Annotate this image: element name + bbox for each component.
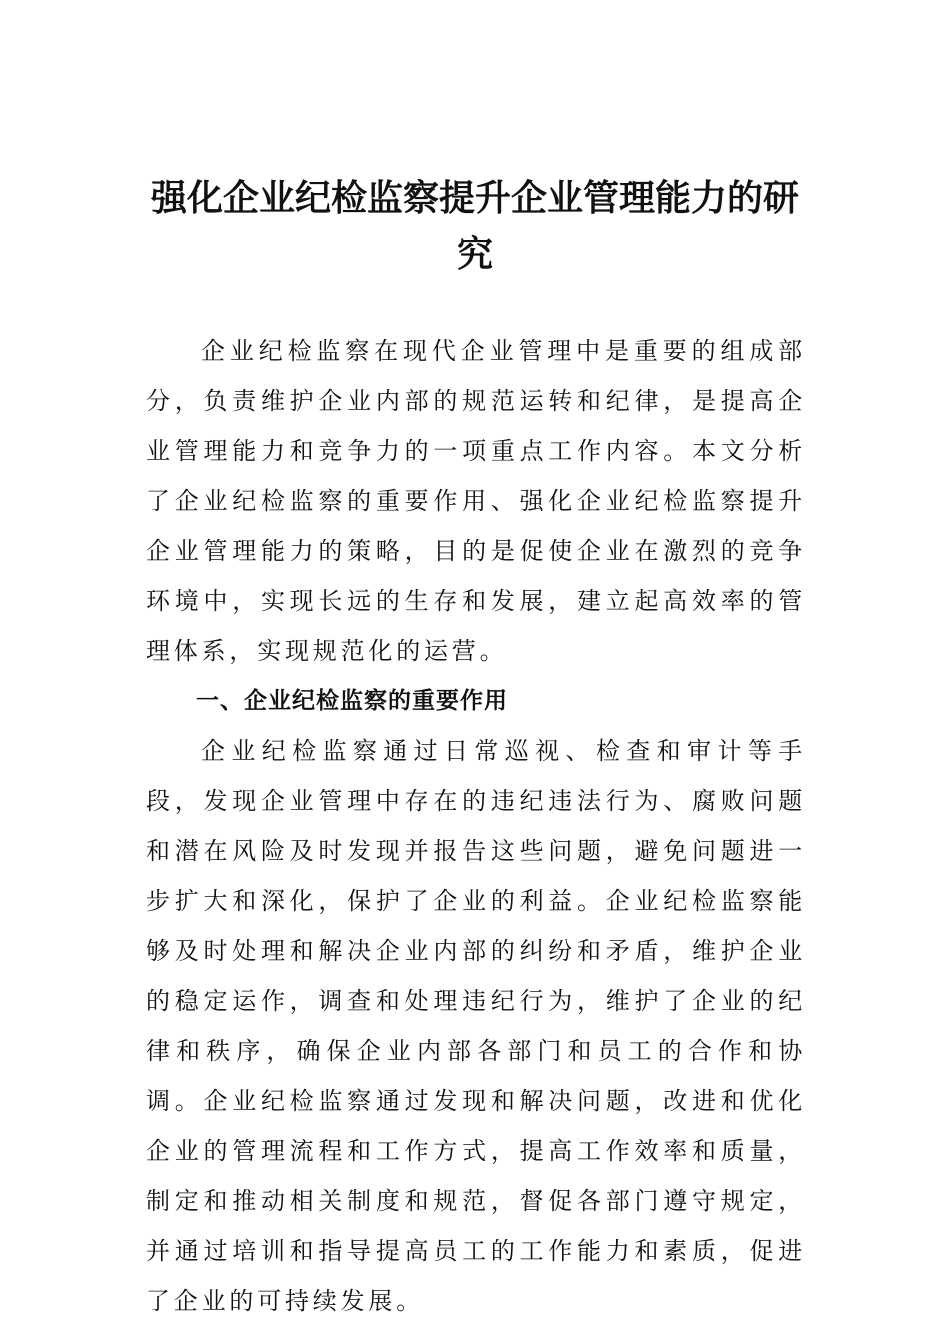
section-paragraph: 企业纪检监察通过日常巡视、检查和审计等手段，发现企业管理中存在的违纪违法行为、腐败问题和潜在风险及时发现并报告这些问题，避免问题进一步扩大和深化，保护了企业的利益。企业纪检监察能够及时处理和解决企业内部的纠纷和矛盾，维护企业的稳定运作，调查和处理违纪行为，维护了企业的纪律和秩序，确保企业内部各部门和员工的合作和协调。企业纪检监察通过发现和解决问题，改进和优化企业的管理流程和工作方式，提高工作效率和质量，制定和推动相关制度和规范，督促各部门遵守规定，并通过培训和指导提高员工的工作能力和素质，促进了企业的可持续发展。 bbox=[146, 737, 806, 1315]
abstract-paragraph: 企业纪检监察在现代企业管理中是重要的组成部分，负责维护企业内部的规范运转和纪律，是提高企业管理能力和竞争力的一项重点工作内容。本文分析了企业纪检监察的重要作用、强化企业纪检监察提升企业管理能力的策略，目的是促使企业在激烈的竞争环境中，实现长远的生存和发展，建立起高效率的管理体系，实现规范化的运营。 bbox=[146, 337, 806, 665]
document-body bbox=[146, 326, 806, 1326]
section-heading: 一、企业纪检监察的重要作用 bbox=[196, 688, 508, 714]
document-title: 强化企业纪检监察提升企业管理能力的研究 bbox=[150, 177, 799, 275]
